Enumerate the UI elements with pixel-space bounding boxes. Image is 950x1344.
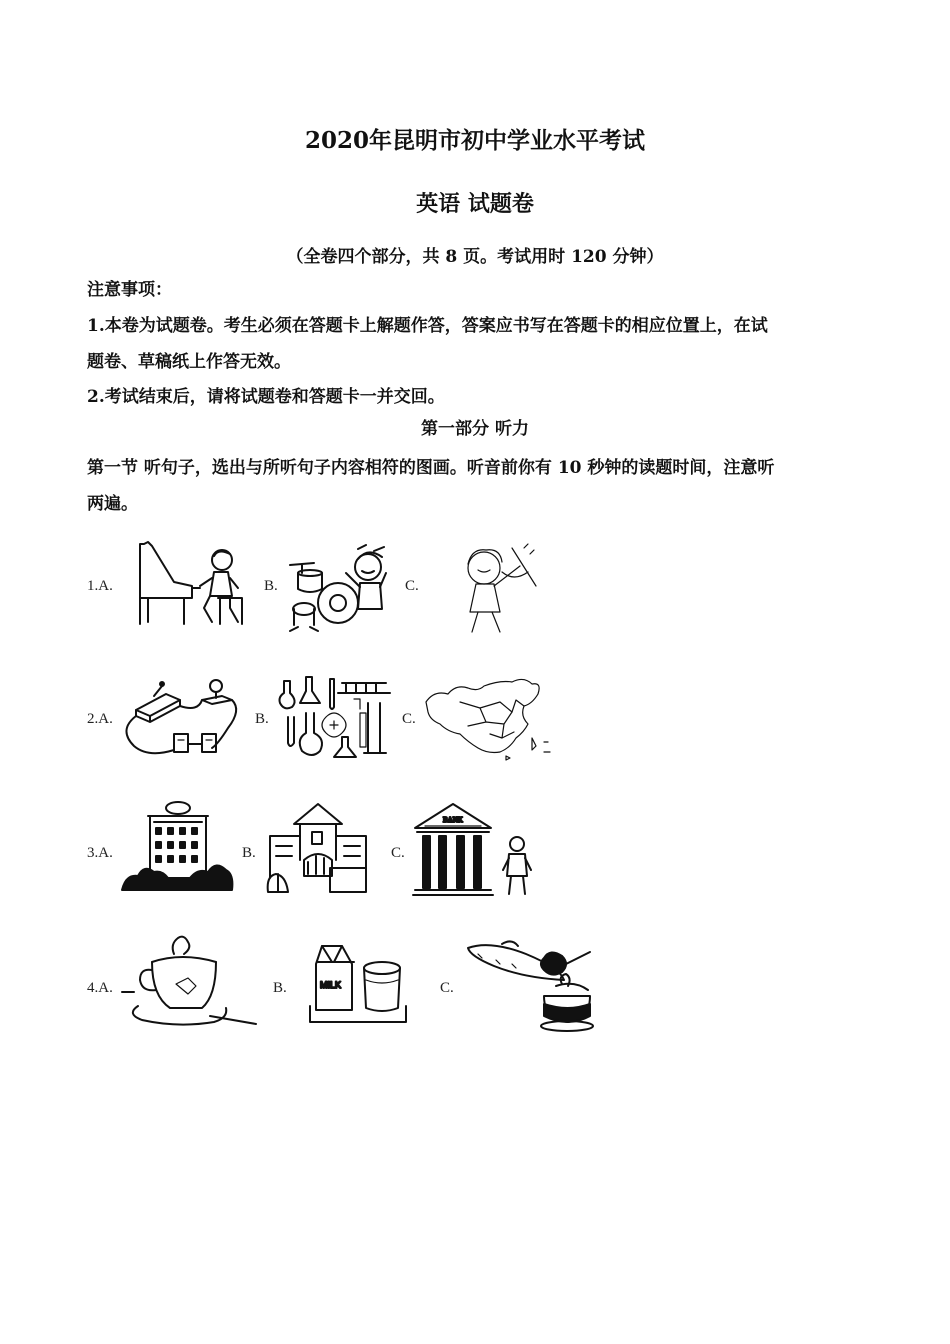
circuit-icon [118, 670, 244, 762]
china-map-icon [420, 672, 554, 762]
q2-option-a-label: 2.A. [87, 711, 113, 727]
notice-heading: 注意事项： [87, 280, 172, 300]
q3-option-a-label: 3.A. [87, 845, 113, 861]
section-instructions-line-1: 第一节 听句子，选出与所听句子内容相符的图画。听音前你有 10 秒钟的读题时间，注意听 [87, 458, 775, 478]
q4-option-b-label: B. [273, 980, 287, 996]
violin-icon [442, 542, 542, 636]
lab-flasks-icon [276, 673, 394, 761]
notice-item-2: 2.考试结束后，请将试题卷和答题卡一并交回。 [87, 387, 445, 407]
q1-option-c-label: C. [405, 578, 419, 594]
milk-carton-icon [306, 934, 410, 1028]
section-instructions-line-2: 两遍。 [87, 494, 138, 514]
piano-icon [134, 538, 246, 630]
q4-option-c-label: C. [440, 980, 454, 996]
q3-option-c-label: C. [391, 845, 405, 861]
milk-carton-text: MILK [320, 980, 342, 990]
part-heading: 第一部分 听力 [421, 419, 529, 439]
exam-title: 2020年昆明市初中学业水平考试 [304, 127, 645, 154]
drums-icon [288, 543, 392, 631]
q4-option-a-label: 4.A. [87, 980, 113, 996]
notice-item-1-line-2: 题卷、草稿纸上作答无效。 [87, 352, 291, 372]
bank-sign-text: BANK [443, 816, 463, 824]
coffee-cup-icon [118, 932, 260, 1028]
q2-option-b-label: B. [255, 711, 269, 727]
bank-building-icon [411, 800, 539, 898]
tea-set-icon [464, 934, 596, 1034]
q3-option-b-label: B. [242, 845, 256, 861]
school-building-icon [264, 800, 370, 896]
q2-option-c-label: C. [402, 711, 416, 727]
notice-item-1-line-1: 1.本卷为试题卷。考生必须在答题卡上解题作答，答案应书写在答题卡的相应位置上，在试 [87, 316, 768, 336]
exam-note: （全卷四个部分，共 8 页。考试用时 120 分钟） [286, 247, 664, 267]
hotel-building-icon [120, 798, 236, 894]
q1-option-b-label: B. [264, 578, 278, 594]
exam-subtitle: 英语 试题卷 [416, 191, 534, 217]
q1-option-a-label: 1.A. [87, 578, 113, 594]
